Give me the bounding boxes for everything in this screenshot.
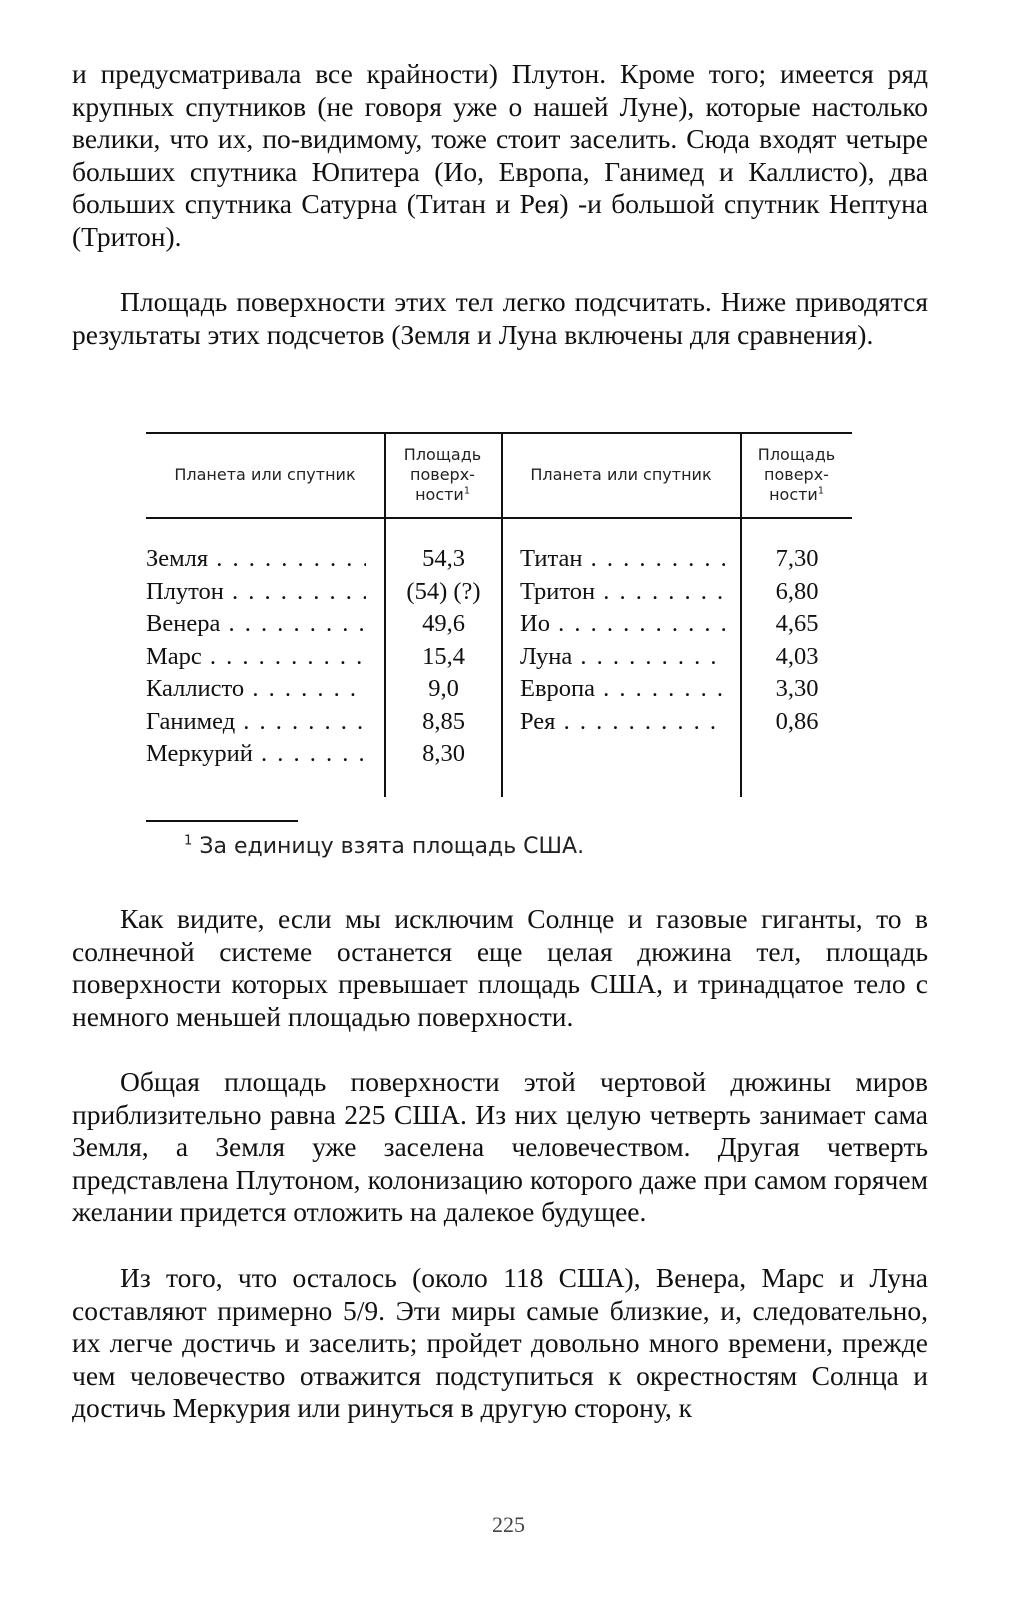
- table-cell-name: Меркурий . . .: [146, 738, 366, 771]
- table-cell-value: 6,80: [775, 577, 819, 605]
- table-header-name-right: Планета или спутник: [530, 465, 712, 484]
- table-cell-value: 8,85: [422, 707, 465, 735]
- paragraph-2: Площадь поверхности этих тел легко подсчитать. Ниже приводятся результаты этих подсчетов (Земля и Луна включены для сравнения).: [72, 286, 928, 350]
- header-area-line3: [741, 485, 852, 505]
- table-header-name-left: Планета или спутник: [174, 465, 356, 484]
- surface-area-table: [146, 432, 852, 797]
- right-names-column: [520, 543, 726, 738]
- paragraph-5: Из того, что осталось (около 118 США), Венера, Марс и Луна составляют примерно 5/9. Эти миры самые близкие, и, следовательно, их легче достичь и заселить; пройдет довольно много времени, прежде чем человечество отважится подступиться к окрестностям Солнца и достичь Меркурия или ринуться в другую сторону, к: [72, 1262, 928, 1423]
- footnote-mark: 1: [184, 833, 193, 849]
- table-cell-name: Ганимед . . .: [146, 706, 366, 739]
- table-cell-value: 49,6: [422, 610, 465, 637]
- table-cell-value: 4,03: [775, 642, 819, 670]
- header-area-line3-text: ности: [415, 485, 464, 504]
- header-area-line1: Площадь: [403, 445, 482, 464]
- left-names-column: [146, 543, 366, 771]
- table-cell-name: Европа . . .: [520, 673, 726, 706]
- paragraph-1: и предусматривала все крайности) Плутон. Кроме того; имеется ряд крупных спутников (не говоря уже о нашей Луне), которые настолько велики, что их, по-видимому, тоже стоит заселить. Сюда входят четыре больших спутника Юпитера (Ио, Европа, Ганимед и Каллисто), два больших спутника Сатурна (Титан и Рея) -и большой спутник Нептуна (Тритон).: [72, 58, 928, 252]
- paragraph-3: Как видите, если мы исключим Солнце и газовые гиганты, то в солнечной системе останется еще целая дюжина тел, площадь поверхности которых превышает площадь США, и тринадцатое тело с немного меньшей площадью поверхности.: [72, 903, 928, 1032]
- table-cell-name: Земля . . .: [146, 543, 366, 576]
- table-cell-name: Каллисто . . .: [146, 673, 366, 706]
- header-footnote-mark: 1: [817, 485, 824, 497]
- table-cell-value: 9,0: [428, 675, 459, 702]
- header-area-line3: [384, 485, 501, 505]
- footnote-rule: [146, 820, 298, 822]
- table-cell-name: Плутон . . .: [146, 576, 366, 609]
- table-cell-value: 54,3: [422, 545, 465, 572]
- table-cell-value: 4,65: [775, 610, 819, 637]
- footnote-text: За единицу взята площадь США.: [199, 834, 585, 859]
- table-header-area-right: [741, 445, 852, 505]
- table-cell-name: Венера . . .: [146, 608, 366, 641]
- header-area-line1: Площадь: [757, 445, 836, 464]
- table-cell-name: Ио . . .: [520, 608, 726, 641]
- table-cell-value: 3,30: [775, 675, 819, 702]
- table-cell-value: 15,4: [422, 642, 465, 670]
- header-footnote-mark: 1: [463, 485, 470, 497]
- table-column-divider: [501, 432, 503, 797]
- table-cell-name: Титан . . .: [520, 543, 726, 576]
- page-number: 225: [492, 1512, 525, 1537]
- table-cell-value: 7,30: [775, 545, 819, 572]
- table-cell-value: (54) (?): [406, 577, 481, 605]
- header-area-line2: поверх-: [410, 465, 475, 484]
- table-header-area-left: [384, 445, 501, 505]
- table-cell-name: Марс . . .: [146, 641, 366, 674]
- table-header-rule: [146, 517, 852, 519]
- left-values-column: [386, 543, 501, 771]
- header-area-line3-text: ности: [769, 485, 818, 504]
- table-top-rule: [146, 432, 852, 434]
- header-area-line2: поверх-: [764, 465, 829, 484]
- table-cell-name: Рея . . .: [520, 706, 726, 739]
- footnote: [184, 833, 584, 861]
- paragraph-4: Общая площадь поверхности этой чертовой дюжины миров приблизительно равна 225 США. Из них целую четверть занимает сама Земля, а Земля уже заселена человечеством. Другая четверть представлена Плутоном, колонизацию которого даже при самом горячем желании придется отложить на далекое будущее.: [72, 1066, 928, 1227]
- table-cell-value: 0,86: [775, 707, 819, 735]
- table-cell-name: Луна . . .: [520, 641, 726, 674]
- table-cell-name: Тритон . . .: [520, 576, 726, 609]
- table-cell-value: 8,30: [422, 740, 465, 767]
- right-values-column: [742, 543, 852, 738]
